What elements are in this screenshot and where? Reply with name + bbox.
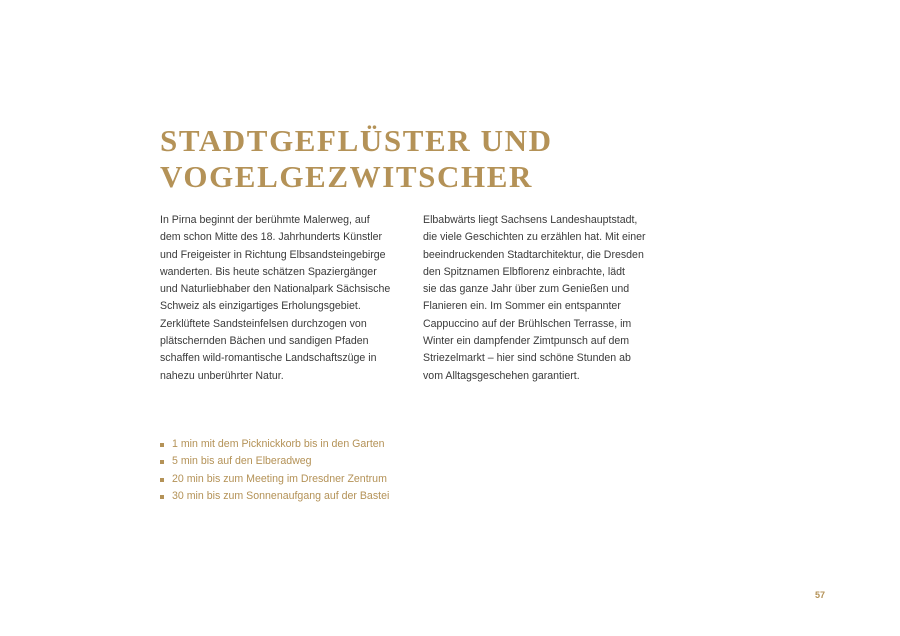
page-title <box>160 123 553 195</box>
list-item-text: 20 min bis zum Meeting im Dresdner Zentrum <box>172 472 387 485</box>
square-bullet-icon <box>160 443 164 447</box>
text-line: Flanieren ein. Im Sommer ein entspannter <box>423 300 621 313</box>
page-title-line-2: VOGELGEZWITSCHER <box>160 159 533 194</box>
text-line: und Freigeister in Richtung Elbsandsteingebirge <box>160 248 386 261</box>
text-line: nahezu unberührter Natur. <box>160 369 284 382</box>
text-line: sie das ganze Jahr über zum Genießen und <box>423 283 630 296</box>
text-line: plätschernden Bächen und sandigen Pfaden <box>160 335 369 348</box>
page-number: 57 <box>815 590 826 600</box>
paragraph-malerweg <box>160 212 410 385</box>
list-item-text: 5 min bis auf den Elberadweg <box>172 455 312 468</box>
text-line: und Naturliebhaber den Nationalpark Sächsische <box>160 283 391 296</box>
text-line: Winter ein dampfender Zimtpunsch auf dem <box>423 335 630 348</box>
page-title-line-1: STADTGEFLÜSTER UND <box>160 123 553 158</box>
text-line: In Pirna beginnt der berühmte Malerweg, auf <box>160 214 370 226</box>
text-line: vom Alltagsgeschehen garantiert. <box>423 369 580 382</box>
body-column-right <box>423 212 673 385</box>
body-column-left <box>160 212 410 385</box>
list-item <box>160 436 389 453</box>
text-line: Schweiz als einzigartiges Erholungsgebiet. <box>160 300 361 313</box>
square-bullet-icon <box>160 478 164 482</box>
text-line: dem schon Mitte des 18. Jahrhunderts Künstler <box>160 231 382 244</box>
text-line: Zerklüftete Sandsteinfelsen durchzogen von <box>160 317 367 330</box>
text-line: Cappuccino auf der Brühlschen Terrasse, im <box>423 317 632 330</box>
list-item <box>160 453 389 470</box>
square-bullet-icon <box>160 460 164 464</box>
text-line: schaffen wild-romantische Landschaftszüge in <box>160 352 377 365</box>
paragraph-dresden <box>423 212 673 385</box>
square-bullet-icon <box>160 495 164 499</box>
text-line: Elbabwärts liegt Sachsens Landeshauptstadt, <box>423 214 638 226</box>
list-item <box>160 471 389 488</box>
list-item-text: 30 min bis zum Sonnenaufgang auf der Bastei <box>172 489 390 502</box>
text-line: Striezelmarkt – hier sind schöne Stunden ab <box>423 352 631 365</box>
text-line: beeindruckenden Stadtarchitektur, die Dresden <box>423 248 644 261</box>
text-line: den Spitznamen Elbflorenz einbrachte, lädt <box>423 265 625 278</box>
list-item <box>160 488 389 505</box>
text-line: wanderten. Bis heute schätzen Spaziergänger <box>160 265 377 278</box>
text-line: die viele Geschichten zu erzählen hat. Mit einer <box>423 231 646 244</box>
list-item-text: 1 min mit dem Picknickkorb bis in den Garten <box>172 438 385 450</box>
distance-list <box>160 436 389 505</box>
